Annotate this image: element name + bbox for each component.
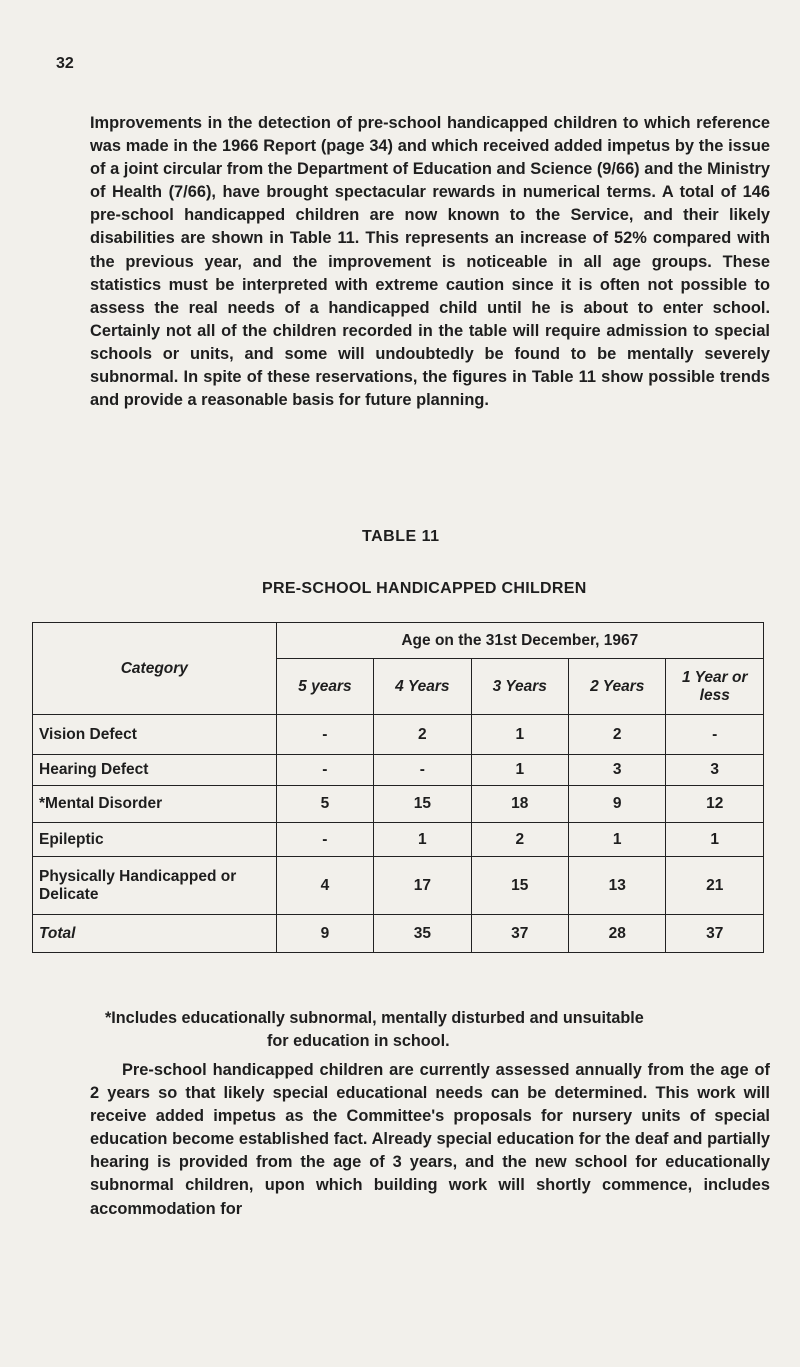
total-cell: 37 bbox=[471, 915, 568, 953]
table-number: TABLE 11 bbox=[362, 528, 440, 545]
table-row bbox=[33, 715, 764, 755]
intro-paragraph: Improvements in the detection of pre-school handicapped children to which reference was made in the 1966 Report (page 34) and which received added impetus by the issue of a joint circular from the Department of Education and Science (9/66) and the Ministry of Health (7/66), have brought spectacular rewards in numerical terms. A total of 146 pre-school handicapped children are now known to the Service, and their likely disabilities are shown in Table 11. This represents an increase of 52% compared with the previous year, and the improvement is noticeable in all age groups. These statistics must be interpreted with extreme caution since it is often not possible to assess the real needs of a handicapped child until he is about to enter school. Certainly not all of the children recorded in the table will require admission to special schools or units, and some will undoubtedly be found to be mentally severely subnormal. In spite of these reservations, the figures in Table 11 show possible trends and provide a reasonable basis for future planning. bbox=[90, 114, 770, 410]
table-cell: 21 bbox=[666, 857, 764, 915]
row-category: Physically Handicapped or Delicate bbox=[33, 857, 277, 915]
table-cell: - bbox=[666, 715, 764, 755]
table-header-row bbox=[33, 623, 764, 659]
table-cell: - bbox=[276, 755, 373, 786]
column-header: 3 Years bbox=[471, 659, 568, 715]
followup-paragraph: Pre-school handicapped children are currently assessed annually from the age of 2 years so that likely special educational needs can be determined. This work will receive added impetus as the Committee's proposals for nursery units of special education become established fact. Already special education for the deaf and partially hearing is provided from the age of 3 years, and the new school for educationally subnormal children, upon which building work will shortly commence, includes accommodation for bbox=[90, 1061, 770, 1218]
table-row bbox=[33, 857, 764, 915]
table-cell: 2 bbox=[471, 823, 568, 857]
table-cell: 1 bbox=[569, 823, 666, 857]
table-cell: 3 bbox=[666, 755, 764, 786]
table-cell: 15 bbox=[471, 857, 568, 915]
total-row bbox=[33, 915, 764, 953]
page-number: 32 bbox=[56, 55, 74, 72]
row-category: *Mental Disorder bbox=[33, 786, 277, 823]
table-cell: 1 bbox=[471, 755, 568, 786]
table-cell: 15 bbox=[374, 786, 471, 823]
footnote-line-1: *Includes educationally subnormal, mentally disturbed and unsuitable bbox=[105, 1009, 644, 1027]
table-cell: 9 bbox=[569, 786, 666, 823]
row-category: Hearing Defect bbox=[33, 755, 277, 786]
table-cell: 17 bbox=[374, 857, 471, 915]
table-footnote bbox=[105, 1007, 765, 1053]
age-group-header: Age on the 31st December, 1967 bbox=[276, 623, 763, 659]
table-cell: 3 bbox=[569, 755, 666, 786]
handicapped-children-table bbox=[32, 622, 764, 953]
total-cell: 28 bbox=[569, 915, 666, 953]
table-cell: 12 bbox=[666, 786, 764, 823]
table-cell: 4 bbox=[276, 857, 373, 915]
table-row bbox=[33, 823, 764, 857]
category-header: Category bbox=[33, 623, 277, 715]
column-header: 1 Year or less bbox=[666, 659, 764, 715]
row-category: Epileptic bbox=[33, 823, 277, 857]
table-cell: - bbox=[276, 715, 373, 755]
column-header: 5 years bbox=[276, 659, 373, 715]
column-header: 2 Years bbox=[569, 659, 666, 715]
total-cell: 37 bbox=[666, 915, 764, 953]
table-caption: PRE-SCHOOL HANDICAPPED CHILDREN bbox=[262, 580, 587, 597]
table-cell: 2 bbox=[374, 715, 471, 755]
table-cell: 13 bbox=[569, 857, 666, 915]
total-cell: 9 bbox=[276, 915, 373, 953]
table-cell: 1 bbox=[471, 715, 568, 755]
table-cell: 5 bbox=[276, 786, 373, 823]
table-cell: 2 bbox=[569, 715, 666, 755]
table-row bbox=[33, 786, 764, 823]
table-cell: 1 bbox=[374, 823, 471, 857]
total-cell: 35 bbox=[374, 915, 471, 953]
table-cell: - bbox=[374, 755, 471, 786]
total-label: Total bbox=[33, 915, 277, 953]
table-cell: 18 bbox=[471, 786, 568, 823]
table-cell: 1 bbox=[666, 823, 764, 857]
row-category: Vision Defect bbox=[33, 715, 277, 755]
footnote-line-2: for education in school. bbox=[267, 1032, 450, 1050]
column-header: 4 Years bbox=[374, 659, 471, 715]
table-cell: - bbox=[276, 823, 373, 857]
table-row bbox=[33, 755, 764, 786]
